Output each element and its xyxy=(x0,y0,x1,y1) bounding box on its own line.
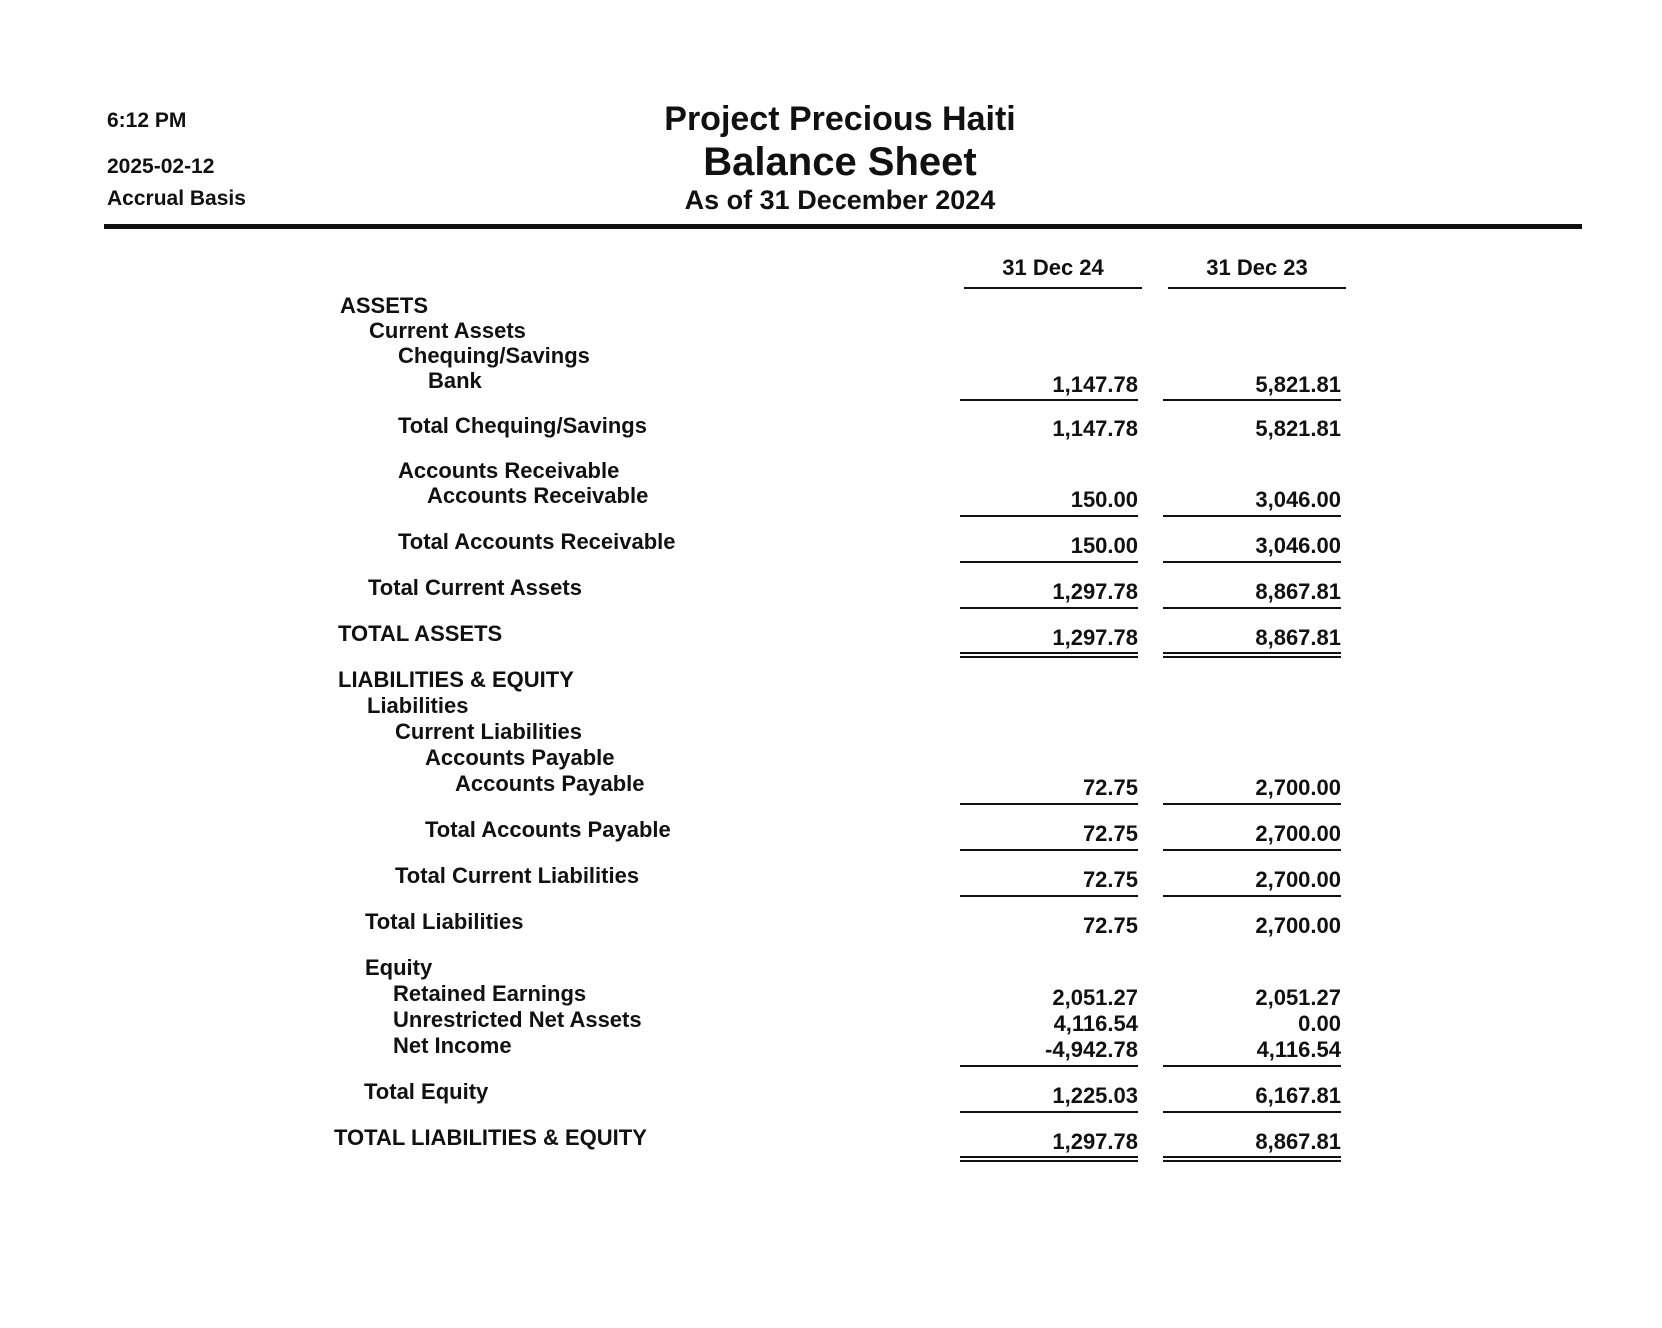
underline xyxy=(1163,1065,1341,1067)
underline xyxy=(960,399,1138,401)
underline xyxy=(1163,1111,1341,1113)
row-total-ar-2023: 3,046.00 xyxy=(1255,533,1341,558)
row-total-chequing-2023: 5,821.81 xyxy=(1255,416,1341,441)
underline xyxy=(960,849,1138,851)
row-accounts-payable-label: Accounts Payable xyxy=(455,771,645,796)
underline xyxy=(960,607,1138,609)
row-bank-label: Bank xyxy=(428,368,482,393)
row-total-current-assets-2023: 8,867.81 xyxy=(1255,579,1341,604)
row-total-assets-label: TOTAL ASSETS xyxy=(338,621,503,646)
underline xyxy=(1163,607,1341,609)
row-retained-earnings-2023: 2,051.27 xyxy=(1255,985,1341,1010)
row-total-chequing-label: Total Chequing/Savings xyxy=(398,413,647,438)
underline xyxy=(960,895,1138,897)
row-bank-2024: 1,147.78 xyxy=(1052,372,1138,397)
group-accounts-receivable: Accounts Receivable xyxy=(398,458,620,483)
row-accounts-payable-2023: 2,700.00 xyxy=(1255,775,1341,800)
row-net-income-2023: 4,116.54 xyxy=(1256,1037,1341,1062)
underline xyxy=(960,515,1138,517)
group-current-liabilities: Current Liabilities xyxy=(395,719,583,744)
underline xyxy=(1163,803,1341,805)
row-total-ar-2024: 150.00 xyxy=(1070,533,1138,558)
group-liabilities: Liabilities xyxy=(367,693,469,718)
section-liabilities-equity: LIABILITIES & EQUITY xyxy=(338,667,574,692)
group-current-assets: Current Assets xyxy=(369,318,526,343)
underline xyxy=(1163,515,1341,517)
underline xyxy=(1163,561,1341,563)
row-total-assets-2023: 8,867.81 xyxy=(1255,625,1341,650)
report-title: Balance Sheet xyxy=(703,140,977,184)
row-total-liabilities-label: Total Liabilities xyxy=(365,909,524,934)
report-time: 6:12 PM xyxy=(107,109,187,132)
column-header-2023: 31 Dec 23 xyxy=(1168,255,1346,289)
row-bank-2023: 5,821.81 xyxy=(1255,372,1341,397)
row-net-income-2024: -4,942.78 xyxy=(1045,1037,1138,1062)
row-total-ap-label: Total Accounts Payable xyxy=(425,817,671,842)
section-assets: ASSETS xyxy=(340,293,429,318)
row-total-equity-2023: 6,167.81 xyxy=(1255,1083,1341,1108)
underline xyxy=(1163,399,1341,401)
row-total-chequing-2024: 1,147.78 xyxy=(1052,416,1138,441)
row-total-liabilities-2024: 72.75 xyxy=(1082,913,1138,938)
company-name: Project Precious Haiti xyxy=(664,100,1016,138)
report-basis: Accrual Basis xyxy=(107,187,246,210)
double-underline xyxy=(1163,652,1341,658)
row-total-equity-2024: 1,225.03 xyxy=(1052,1083,1138,1108)
row-total-current-liabilities-2024: 72.75 xyxy=(1082,867,1138,892)
group-accounts-payable: Accounts Payable xyxy=(425,745,615,770)
underline xyxy=(960,1065,1138,1067)
report-date: 2025-02-12 xyxy=(107,155,215,178)
row-total-liabilities-equity-label: TOTAL LIABILITIES & EQUITY xyxy=(334,1125,647,1150)
double-underline xyxy=(960,1156,1138,1162)
report-as-of: As of 31 December 2024 xyxy=(684,185,996,215)
double-underline xyxy=(960,652,1138,658)
row-total-assets-2024: 1,297.78 xyxy=(1052,625,1138,650)
row-total-current-liabilities-2023: 2,700.00 xyxy=(1255,867,1341,892)
row-accounts-receivable-2024: 150.00 xyxy=(1070,487,1138,512)
row-unrestricted-net-assets-2024: 4,116.54 xyxy=(1053,1011,1138,1036)
underline xyxy=(960,803,1138,805)
group-chequing-savings: Chequing/Savings xyxy=(398,343,590,368)
row-total-current-assets-2024: 1,297.78 xyxy=(1052,579,1138,604)
row-net-income-label: Net Income xyxy=(393,1033,512,1058)
row-retained-earnings-2024: 2,051.27 xyxy=(1052,985,1138,1010)
underline xyxy=(1163,849,1341,851)
row-total-liabilities-2023: 2,700.00 xyxy=(1255,913,1341,938)
header-rule xyxy=(104,224,1582,229)
double-underline xyxy=(1163,1156,1341,1162)
row-unrestricted-net-assets-2023: 0.00 xyxy=(1298,1011,1341,1036)
column-header-2024: 31 Dec 24 xyxy=(964,255,1142,289)
row-unrestricted-net-assets-label: Unrestricted Net Assets xyxy=(393,1007,642,1032)
row-accounts-receivable-2023: 3,046.00 xyxy=(1255,487,1341,512)
row-retained-earnings-label: Retained Earnings xyxy=(393,981,587,1006)
underline xyxy=(960,561,1138,563)
underline xyxy=(1163,895,1341,897)
row-total-ap-2023: 2,700.00 xyxy=(1255,821,1341,846)
row-total-current-liabilities-label: Total Current Liabilities xyxy=(395,863,640,888)
row-accounts-receivable-label: Accounts Receivable xyxy=(427,483,649,508)
group-equity: Equity xyxy=(365,955,433,980)
row-total-liabilities-equity-2024: 1,297.78 xyxy=(1052,1129,1138,1154)
underline xyxy=(960,1111,1138,1113)
row-total-equity-label: Total Equity xyxy=(364,1079,489,1104)
row-total-ap-2024: 72.75 xyxy=(1082,821,1138,846)
row-total-ar-label: Total Accounts Receivable xyxy=(398,529,676,554)
row-total-current-assets-label: Total Current Assets xyxy=(368,575,582,600)
row-total-liabilities-equity-2023: 8,867.81 xyxy=(1255,1129,1341,1154)
row-accounts-payable-2024: 72.75 xyxy=(1082,775,1138,800)
